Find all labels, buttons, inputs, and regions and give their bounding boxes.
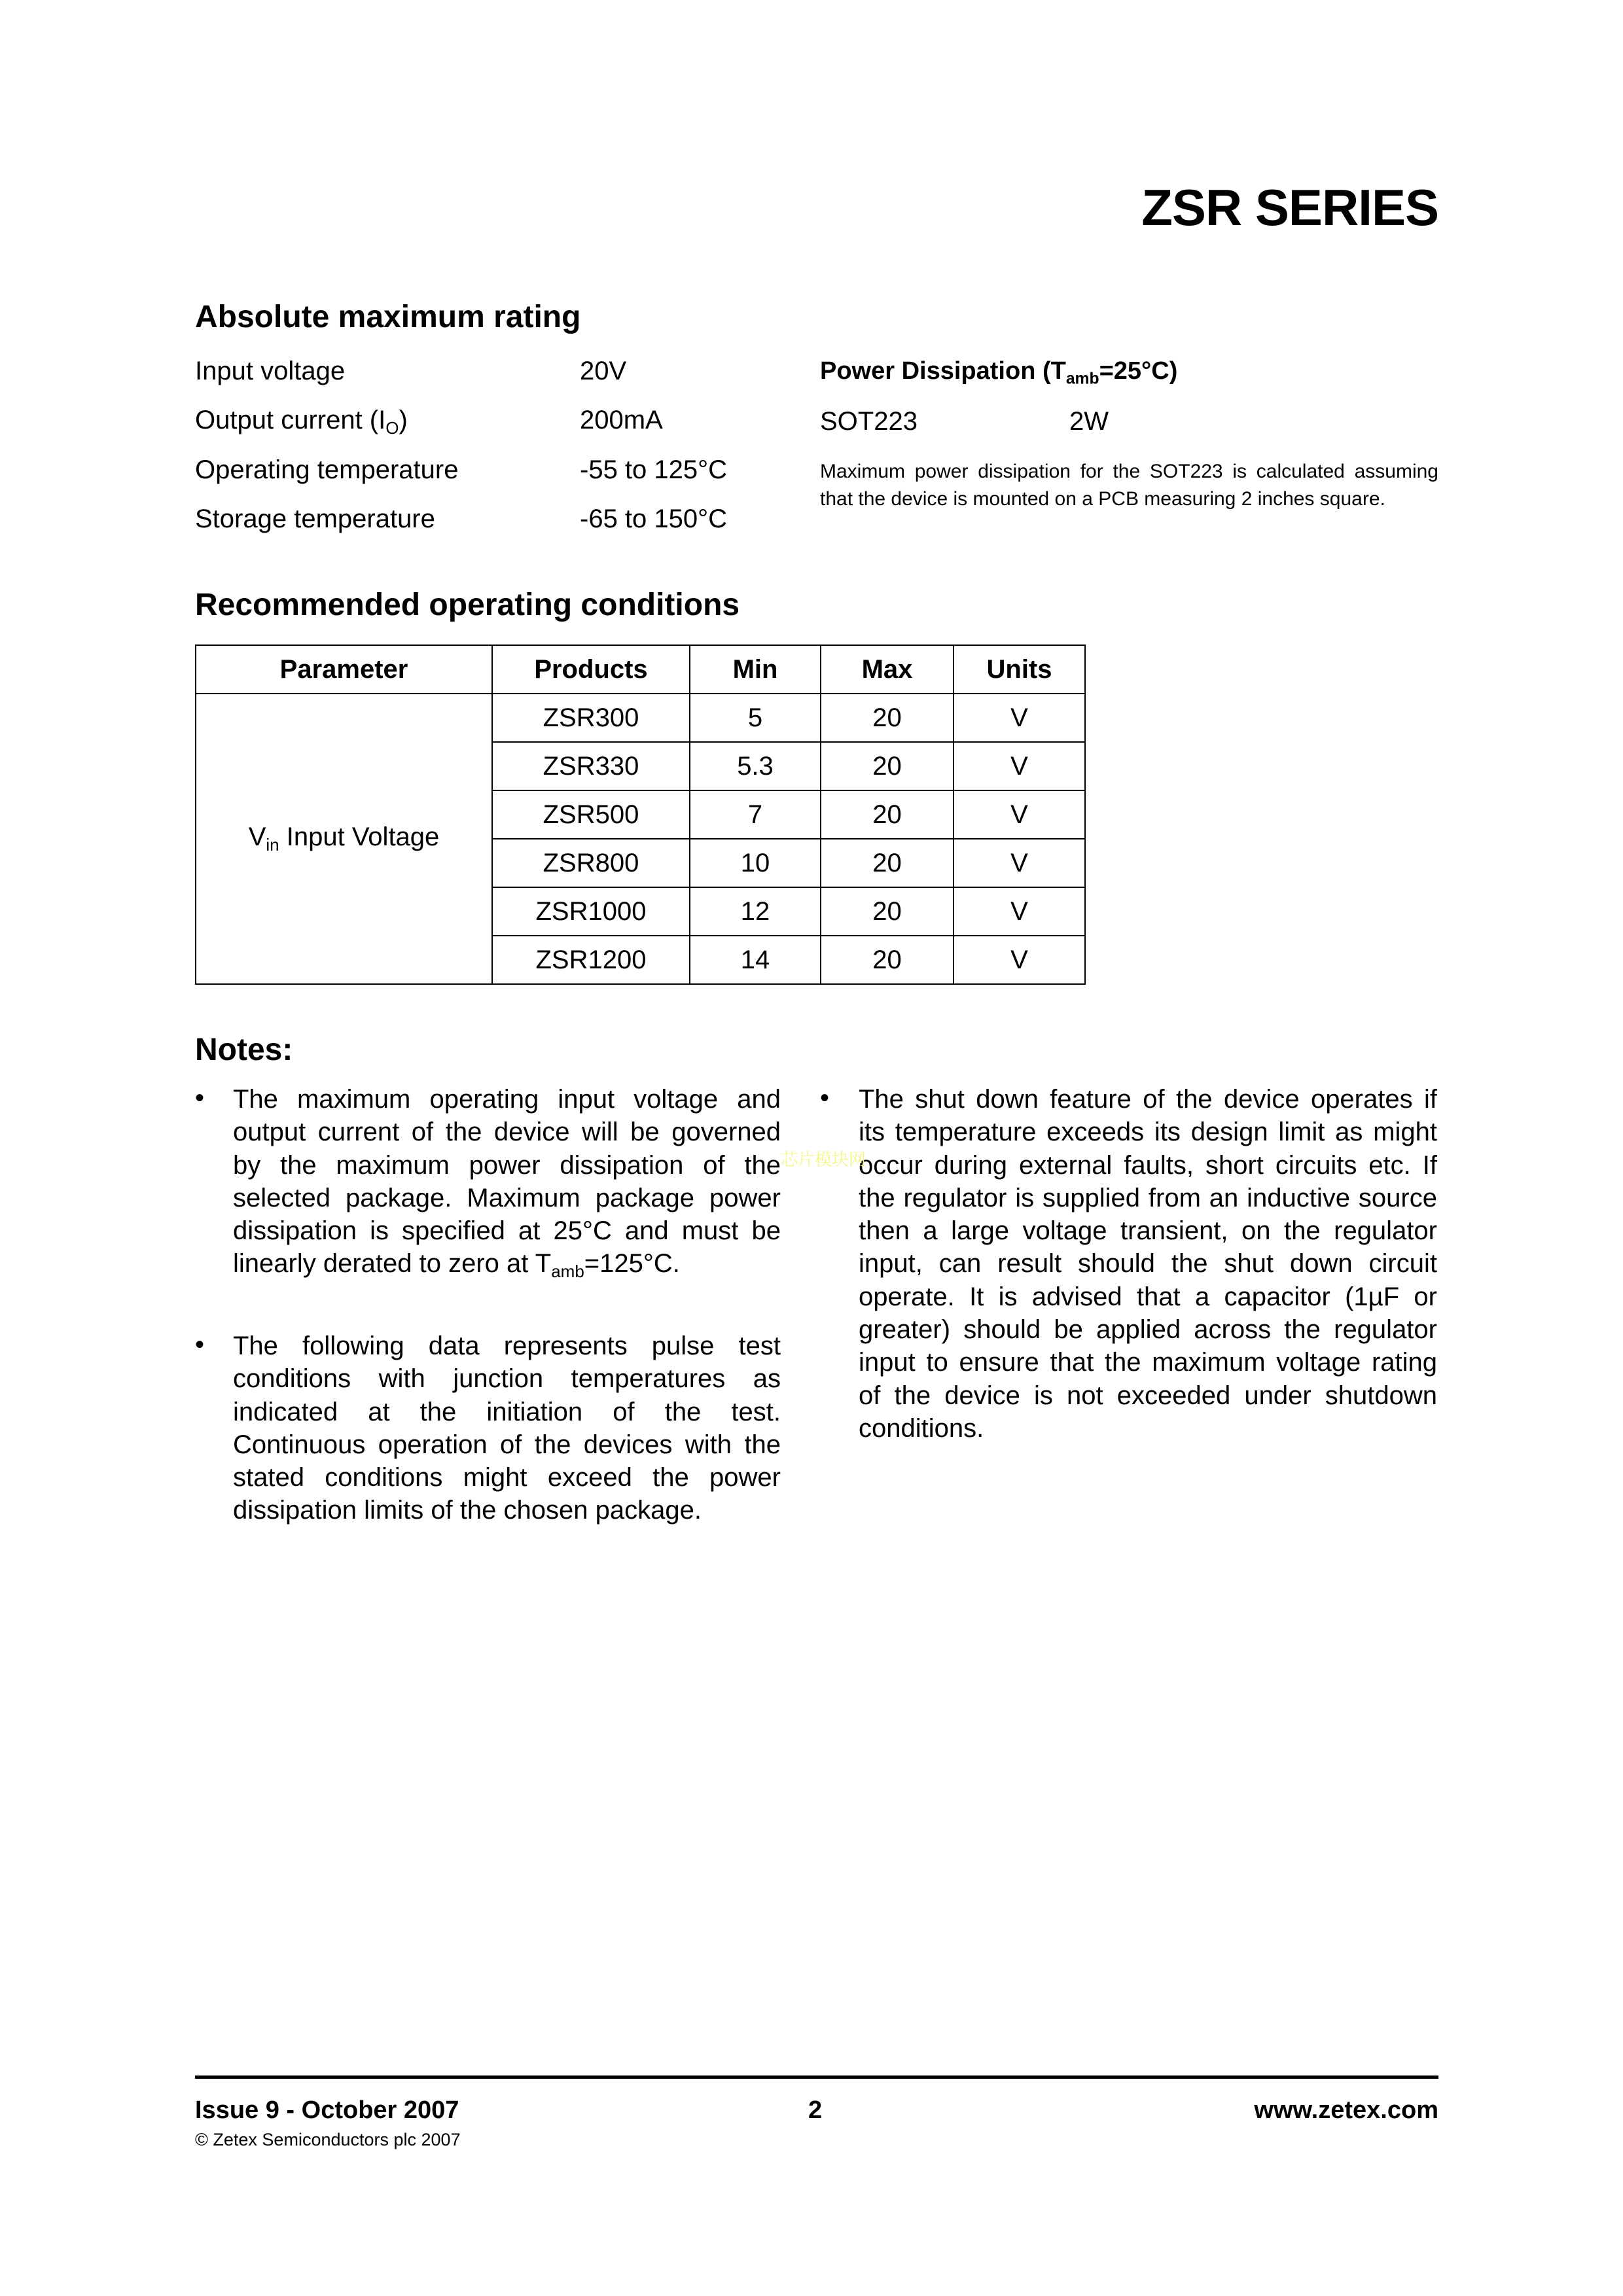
rating-value: 200mA <box>580 406 663 434</box>
parameter-cell <box>196 694 492 984</box>
min-cell: 14 <box>690 936 821 984</box>
rating-label: Operating temperature <box>195 455 459 484</box>
power-dissipation-heading <box>820 357 1177 388</box>
rating-label: Storage temperature <box>195 504 435 533</box>
units-cell: V <box>954 694 1085 742</box>
rating-value: -55 to 125°C <box>580 455 728 484</box>
label-sub: O <box>385 417 399 438</box>
note-item <box>233 1083 781 1288</box>
column-header: Parameter <box>196 645 492 694</box>
website-link[interactable]: www.zetex.com <box>1254 2096 1438 2124</box>
note-item: The following data represents pulse test conditions with junction temperatures as indicated at the initiation of the test. Continuous operation of the devices with the stated conditions might exceed the power dissipation limits of the chosen package. <box>233 1332 781 1525</box>
units-cell: V <box>954 887 1085 936</box>
document-title: ZSR SERIES <box>1141 179 1438 236</box>
column-header: Max <box>821 645 954 694</box>
param-text: V <box>248 822 266 852</box>
recommended-heading: Recommended operating conditions <box>195 588 740 622</box>
min-cell: 5.3 <box>690 742 821 790</box>
package-power: 2W <box>1069 407 1109 436</box>
note-sub: amb <box>551 1262 584 1282</box>
absolute-max-heading: Absolute maximum rating <box>195 300 581 334</box>
param-sub: in <box>266 834 279 855</box>
max-cell: 20 <box>821 790 954 839</box>
max-cell: 20 <box>821 742 954 790</box>
units-cell: V <box>954 742 1085 790</box>
label-text: Output current (I <box>195 406 386 434</box>
table-header-row <box>196 645 1085 694</box>
heading-end: =25°C) <box>1099 357 1178 385</box>
heading-sub: amb <box>1065 370 1099 388</box>
watermark: 芯片模块网 <box>781 1150 866 1169</box>
notes-heading: Notes: <box>195 1033 293 1067</box>
column-header: Min <box>690 645 821 694</box>
max-cell: 20 <box>821 839 954 887</box>
rating-value: -65 to 150°C <box>580 504 728 533</box>
note-end: =125°C. <box>584 1249 680 1279</box>
product-cell: ZSR1200 <box>492 936 690 984</box>
units-cell: V <box>954 936 1085 984</box>
recommended-table <box>195 645 1086 985</box>
copyright: © Zetex Semiconductors plc 2007 <box>195 2130 461 2149</box>
rating-label <box>195 406 408 438</box>
product-cell: ZSR1000 <box>492 887 690 936</box>
label-end: ) <box>399 406 408 434</box>
max-cell: 20 <box>821 694 954 742</box>
column-header: Products <box>492 645 690 694</box>
bullet-icon: • <box>820 1084 830 1112</box>
bullet-icon: • <box>195 1330 205 1359</box>
min-cell: 7 <box>690 790 821 839</box>
product-cell: ZSR330 <box>492 742 690 790</box>
max-cell: 20 <box>821 936 954 984</box>
table-row <box>196 694 1085 742</box>
product-cell: ZSR300 <box>492 694 690 742</box>
note-text: The maximum operating input voltage and output current of the device will be governed by the maximum power dissipation of the selected package. Maximum package power dissipation is specified at 25°C and must be linearly derated to zero at T <box>233 1085 781 1279</box>
package-name: SOT223 <box>820 407 918 436</box>
footer-divider <box>195 2075 1438 2079</box>
issue-info: Issue 9 - October 2007 <box>195 2096 459 2124</box>
note-item: The shut down feature of the device operates if its temperature exceeds its design limit as might occur during external faults, short circuits etc. If the regulator is supplied from an inductive source then a large voltage transient, on the regulator input, can result should the shut down circuit operate. It is advised that a capacitor (1µF or greater) should be applied across the regulator input to ensure that the maximum voltage rating of the device is not exceeded under shutdown conditions. <box>859 1085 1437 1443</box>
bullet-icon: • <box>195 1084 205 1112</box>
min-cell: 5 <box>690 694 821 742</box>
rating-value: 20V <box>580 357 627 385</box>
units-cell: V <box>954 790 1085 839</box>
rating-label: Input voltage <box>195 357 346 385</box>
product-cell: ZSR500 <box>492 790 690 839</box>
heading-text: Power Dissipation (T <box>820 357 1066 385</box>
power-note: Maximum power dissipation for the SOT223 is calculated assuming that the device is mounted on a PCB measuring 2 inches square. <box>820 461 1438 510</box>
min-cell: 10 <box>690 839 821 887</box>
page-number: 2 <box>808 2096 823 2124</box>
min-cell: 12 <box>690 887 821 936</box>
max-cell: 20 <box>821 887 954 936</box>
units-cell: V <box>954 839 1085 887</box>
product-cell: ZSR800 <box>492 839 690 887</box>
column-header: Units <box>954 645 1085 694</box>
param-end: Input Voltage <box>279 822 440 852</box>
